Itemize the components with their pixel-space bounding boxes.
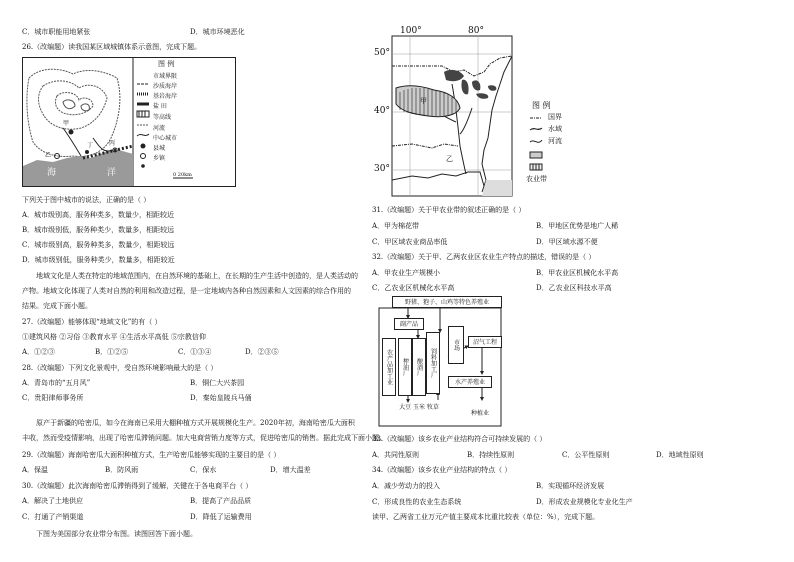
- legend-central-city: 中心城市: [153, 135, 178, 142]
- q34-option-a: A．减少劳动力的投入: [372, 482, 441, 490]
- q33-option-d: D．地域性原则: [656, 451, 704, 459]
- right-tail: 读甲、乙两省工业万元产值主要成本比重比较表（单位：%），完成下题。: [372, 513, 600, 521]
- q27-stem: 27.（改编题）能够体现“地域文化”的有（ ）: [22, 318, 162, 326]
- fc-planting: 种植业: [470, 409, 489, 417]
- para2-line1: 原产于新疆的哈密瓜，如今在海南已采用大棚种植方式开展规模化生产。2020年初，海南哈密瓜大面积: [36, 419, 355, 427]
- q31-option-b: B．甲地区优势是地广人稀: [536, 222, 619, 230]
- legend-town: 乡镇: [153, 155, 166, 162]
- q30-option-a: A．解决了土地供应: [22, 497, 84, 505]
- us-agri-map-svg: [372, 26, 582, 198]
- option-c: C．城市职能用地紧张: [22, 28, 91, 36]
- q31-option-a: A．甲为棉花带: [372, 222, 420, 230]
- map1-scale: 0 20km: [173, 172, 192, 178]
- q28-option-d: D．秦始皇陵兵马俑: [190, 394, 252, 402]
- fc-feed-processing: 饲料加工厂: [426, 332, 440, 394]
- label-yi: 乙: [45, 152, 52, 159]
- option-d: D．城市环境恶化: [190, 28, 245, 36]
- legend-water: 水域: [548, 125, 562, 133]
- q32-option-c: C．乙农业区机械化水平高: [372, 284, 455, 292]
- q26-option-b: B．城市级别低，服务种类少，数量多，相距较远: [22, 226, 175, 234]
- legend-contour: 等高线: [153, 114, 172, 121]
- q27-option-c: C．①③④: [178, 348, 212, 356]
- para1-line2: 产物。地域文化体现了人类对自然的利用和改造过程，是一定地域内各种自然因素和人文因素的综合作用的: [22, 287, 351, 295]
- q30-option-b: B．提高了产品品质: [190, 497, 252, 505]
- fc-agro-processing: 农产品加工业: [382, 338, 396, 396]
- city-jia-marker: [69, 130, 74, 135]
- legend-river: 河流: [153, 125, 166, 132]
- q29-option-c: C．保水: [190, 466, 217, 474]
- q30-option-c: C．打通了产销渠道: [22, 513, 84, 521]
- q33-option-a: A．共同性原则: [372, 451, 420, 459]
- q26-option-d: D．城市级别低，服务种类少，数量多，相距较近: [22, 256, 175, 264]
- legend-agri-belt: 农业带: [526, 175, 547, 183]
- map2-legend-title: 图 例: [532, 101, 551, 110]
- fc-aquaculture: 水产养殖业: [448, 376, 492, 388]
- fc-crops: 大豆 玉米 牧草: [399, 403, 439, 411]
- q29-stem: 29.（改编题）海南哈密瓜大面积种植方式，生产哈密瓜能够实现的主要目的是（ ）: [22, 451, 281, 459]
- q33-stem: 33.（改编题）该乡农业产业结构符合可持续发展的（ ）: [372, 435, 547, 443]
- lat-40: 40°: [374, 106, 390, 116]
- q31-option-d: D．甲区域水源不便: [536, 238, 598, 246]
- q34-stem: 34.（改编题）该乡农业产业结构的特点（ ）: [372, 466, 512, 474]
- q31-stem: 31.（改编题）关于甲农业带的叙述正确的是（ ）: [372, 206, 526, 214]
- q28-option-b: B．铜仁大兴茶园: [190, 379, 245, 387]
- fc-specialty-breeding: 野猪、狍子、山鸡等特色养殖业: [392, 296, 502, 308]
- legend-river2: 河流: [548, 137, 562, 145]
- legend-sandy-coast: 沙质海岸: [153, 83, 178, 90]
- us-agri-map: [372, 26, 582, 198]
- q27-option-d: D．②③⑤: [245, 348, 279, 356]
- q34-option-b: B．实现循环经济发展: [536, 482, 605, 490]
- q28-option-a: A．青岛市的“五月风”: [22, 379, 91, 387]
- legend-rocky-coast: 基岩海岸: [153, 93, 178, 100]
- q27-option-a: A．①②③: [22, 348, 56, 356]
- q33-option-c: C．公平性原则: [562, 451, 610, 459]
- para1-line1: 地域文化是人类在特定的地域范围内，在自然环境的基础上，在长期的生产生活中创造的，是人类活动的: [36, 272, 358, 280]
- lat-50: 50°: [374, 48, 390, 58]
- legend-salt-field: 盐 田: [153, 103, 167, 110]
- q29-option-b: B．防风雨: [105, 466, 139, 474]
- q26-option-c: C．城市级别高，服务种类多，数量少，相距较远: [22, 241, 175, 249]
- para1-line3: 结果。完成下面小题。: [22, 302, 92, 310]
- fc-brewery: 酿酒厂: [412, 338, 426, 396]
- lon-80: 80°: [468, 26, 484, 36]
- lon-100: 100°: [400, 26, 422, 36]
- q29-option-d: D．增大温差: [270, 466, 311, 474]
- legend-boundary: 市域界限: [153, 73, 178, 80]
- city-system-map: [22, 57, 236, 187]
- lat-30: 30°: [374, 164, 390, 174]
- q32-option-a: A．甲农业生产规模小: [372, 269, 441, 277]
- label-belt-yi: 乙: [446, 155, 453, 163]
- legend-national-border: 国界: [548, 113, 562, 121]
- fc-oil-mill: 榨油厂: [398, 338, 412, 396]
- q32-stem: 32.（改编题）关于甲、乙两农业区农业生产特点的描述，错误的是（ ）: [372, 253, 596, 261]
- q34-option-c: C．形成良性的农业生态系统: [372, 498, 462, 506]
- q27-option-b: B．①②⑤: [95, 348, 129, 356]
- label-ocean: 洋: [107, 168, 117, 178]
- fc-byproduct: 副产品: [394, 318, 424, 330]
- eco-flowchart: [378, 296, 504, 428]
- label-jia: 甲: [63, 120, 70, 127]
- fc-biogas: 沼气工程: [468, 336, 502, 348]
- para2-line2: 丰收，然而受疫情影响，出现了哈密瓜滞销问题。加大电商营销力度等方式，促进哈密瓜的销售。据此完成下面小题。: [22, 434, 386, 442]
- q31-option-c: C．甲区域农业商品率低: [372, 238, 448, 246]
- left-tail: 下图为美国部分农业带分布图。读图回答下面小题。: [36, 530, 197, 538]
- q32-option-d: D．乙农业区科技水平高: [536, 284, 612, 292]
- q26-sub: 下列关于图中城市的说法，正确的是（ ）: [22, 196, 151, 204]
- q33-option-b: B．持续性原则: [467, 451, 515, 459]
- legend-county: 县城: [153, 145, 166, 152]
- fc-market: 市场: [448, 326, 464, 364]
- city-system-map-svg: [23, 58, 235, 186]
- q27-items: ①建筑风格 ②习俗 ③教育水平 ④生活水平高低 ⑤宗教信仰: [22, 333, 206, 341]
- label-belt-jia: 甲: [420, 97, 427, 105]
- q29-option-a: A．保温: [22, 466, 49, 474]
- q26-option-a: A．城市级别高，服务种类多，数量少，相距较近: [22, 211, 175, 219]
- label-ding: 丁: [87, 142, 94, 149]
- label-bing: 丙: [109, 140, 116, 147]
- q30-stem: 30.（改编题）此次海南哈密瓜滞销得到了缓解，关键在于各电商平台（ ）: [22, 482, 253, 490]
- q28-option-c: C．贵阳律师事务所: [22, 394, 84, 402]
- q28-stem: 28.（改编题）下列文化景观中，受自然环境影响最大的是（ ）: [22, 364, 218, 372]
- q26-stem: 26.（改编题）读我国某区域城镇体系示意图，完成下题。: [22, 43, 202, 51]
- label-sea: 海: [47, 168, 57, 178]
- map1-legend-title: 图 例: [158, 60, 175, 68]
- q34-option-d: D．形成农业规模化专业化生产: [536, 498, 633, 506]
- q32-option-b: B．甲农业区机械化水平高: [536, 269, 619, 277]
- q30-option-d: D．降低了运输费用: [190, 513, 252, 521]
